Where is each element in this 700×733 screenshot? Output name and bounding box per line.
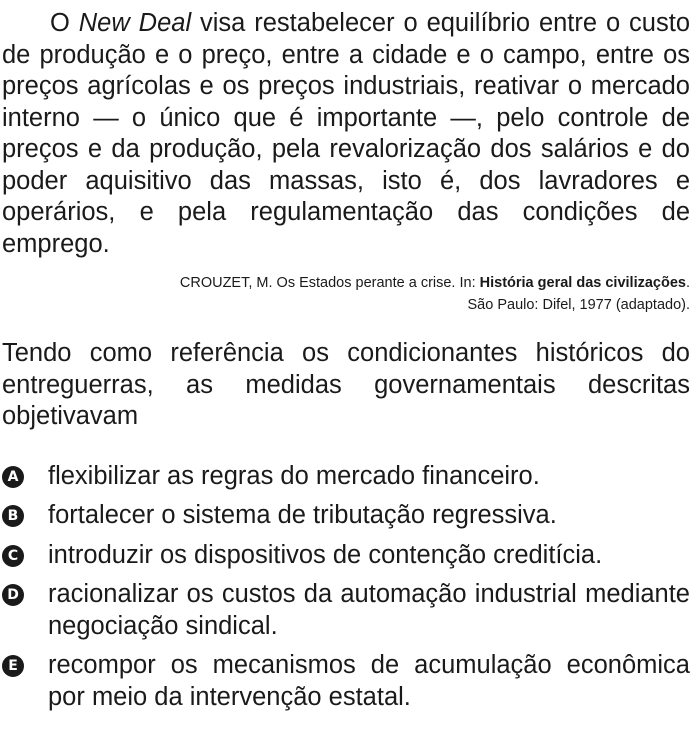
option-a-letter-badge: A: [2, 466, 24, 488]
citation-author: CROUZET, M. Os Estados perante a crise. In:: [179, 275, 480, 291]
option-c-letter-badge: C: [2, 545, 24, 567]
option-b-text: fortalecer o sistema de tributação regressiva.: [48, 501, 557, 529]
passage-italic-term: New Deal: [78, 9, 192, 37]
citation-book: História geral das civilizações: [479, 275, 686, 291]
option-a-text: flexibilizar as regras do mercado financeiro.: [48, 461, 540, 490]
passage-text: [2, 8, 690, 260]
option-d-letter-badge: D: [2, 584, 24, 606]
passage-intro: O: [50, 9, 79, 37]
option-b-letter-badge: B: [2, 505, 24, 527]
option-b[interactable]: [2, 500, 690, 532]
citation-line-1: [2, 272, 690, 294]
option-d[interactable]: [2, 579, 690, 642]
answer-options: [2, 461, 690, 714]
option-e-text: recompor os mecanismos de acumulação econômica por meio da intervenção estatal.: [48, 651, 690, 711]
citation-end: .: [685, 275, 690, 291]
option-c[interactable]: [2, 540, 690, 572]
question-page: [0, 8, 690, 713]
option-d-text: racionalizar os custos da automação industrial mediante negociação sindical.: [48, 580, 690, 640]
citation-line-2: São Paulo: Difel, 1977 (adaptado).: [467, 297, 690, 313]
option-a[interactable]: [2, 461, 690, 493]
option-e[interactable]: [2, 650, 690, 713]
option-e-letter-badge: E: [2, 655, 24, 677]
question-stem: Tendo como referência os condicionantes históricos do entreguerras, as medidas governamentais descritas objetivavam: [2, 339, 690, 430]
option-c-text: introduzir os dispositivos de contenção creditícia.: [48, 540, 603, 569]
passage-body: visa restabelecer o equilíbrio entre o custo de produção e o preço, entre a cidade e o campo, entre os preços agrícolas e os preços industriais, reativar o mercado interno — o único que é importante —, pelo controle de preços e da produção, pela revalorização dos salários e do poder aquisitivo das massas, isto é, dos lavradores e operários, e pela regulamentação das condições de emprego.: [2, 9, 691, 258]
source-citation: [2, 272, 690, 316]
